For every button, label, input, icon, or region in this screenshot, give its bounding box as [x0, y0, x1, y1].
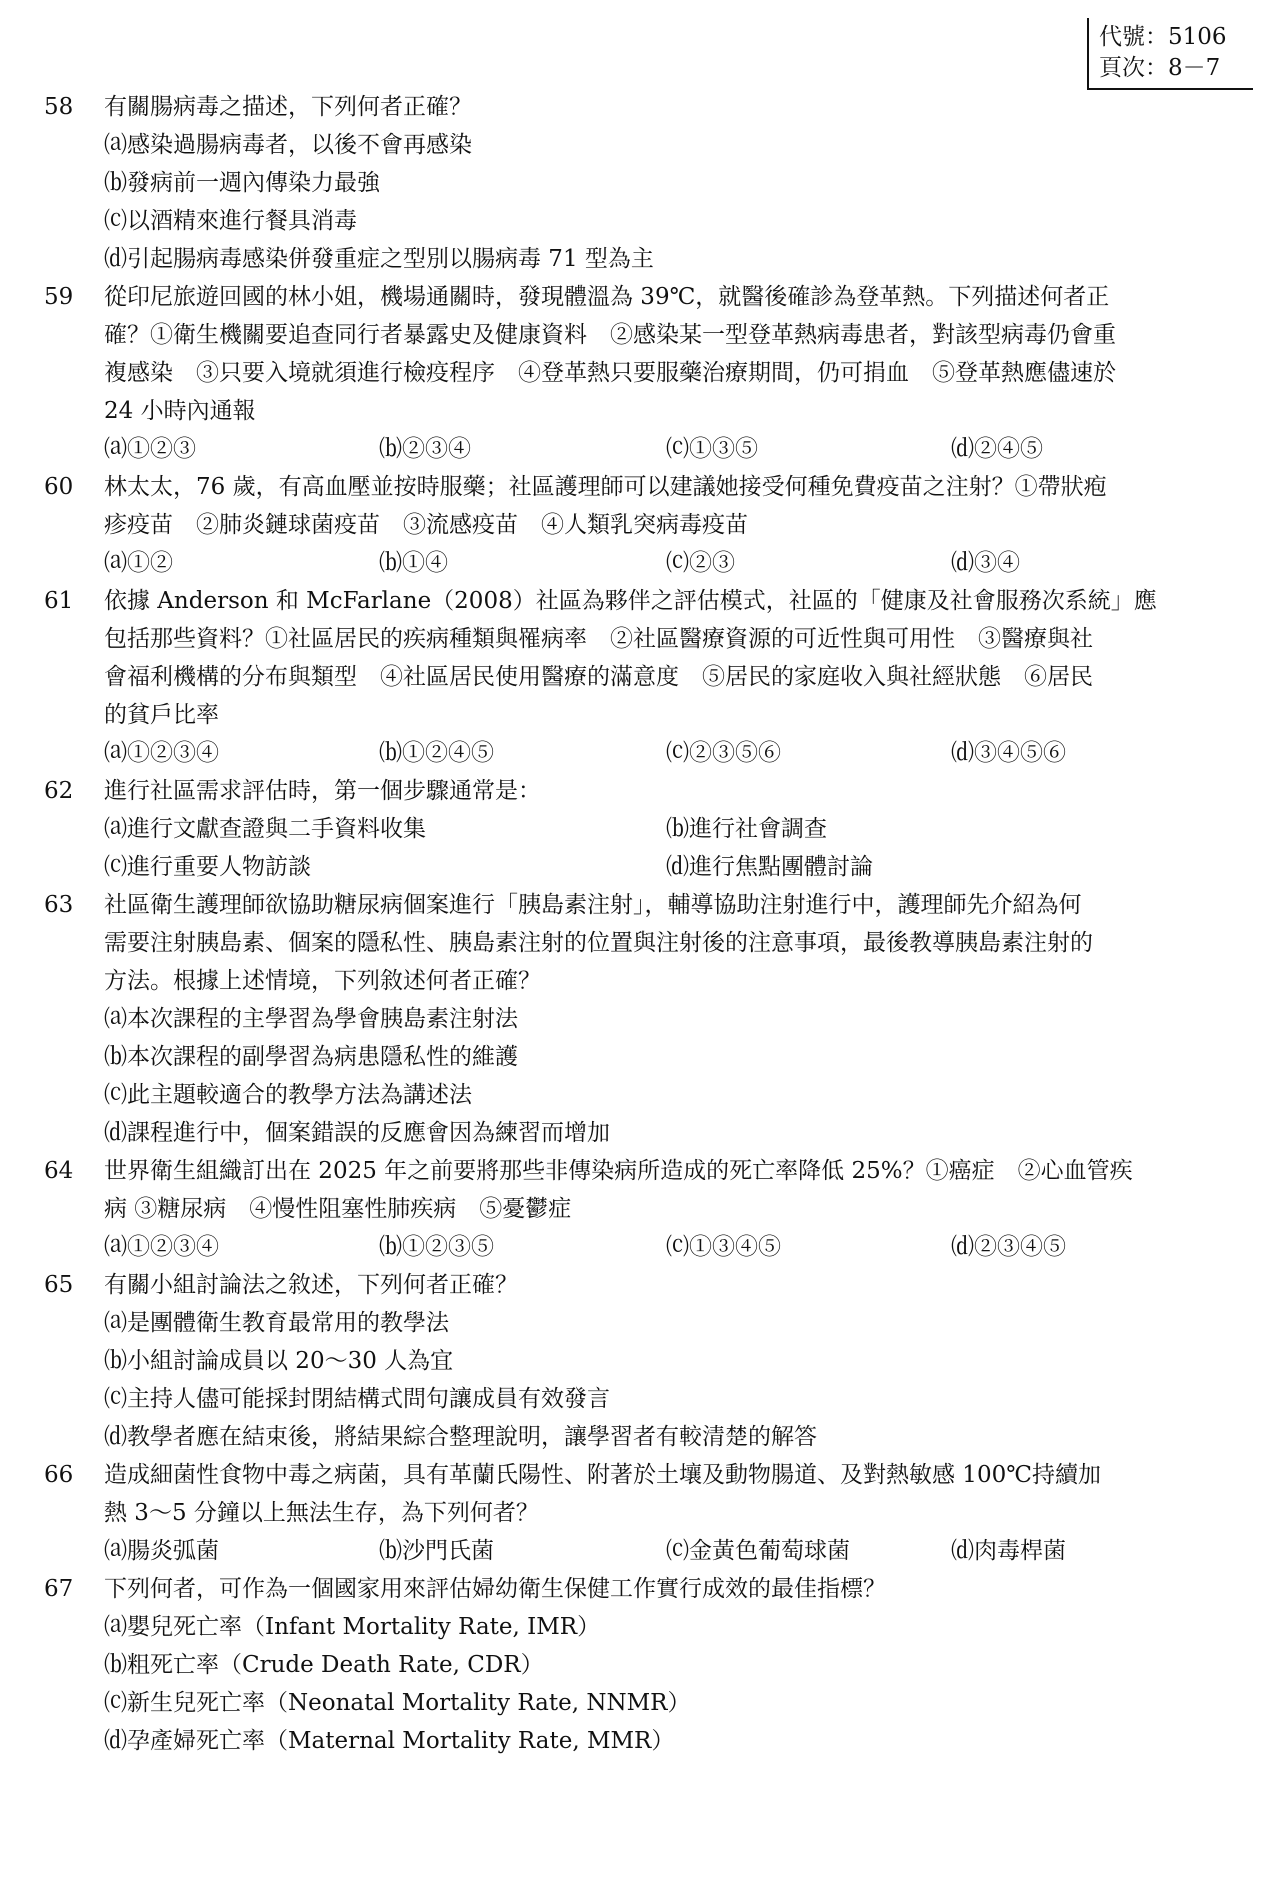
answer-option: ⒞以酒精來進行餐具消毒	[104, 208, 357, 234]
answer-option: ⒟③④	[951, 550, 1020, 576]
question-stem-text: 世界衛生組織訂出在 2025 年之前要將那些非傳染病所造成的死亡率降低 25%？①癌症 ②心血管疾	[104, 1158, 1133, 1184]
answer-option: ⒞新生兒死亡率（Neonatal Mortality Rate, NNMR）	[104, 1690, 691, 1716]
question-stem-text: 複感染 ③只要入境就須進行檢疫程序 ④登革熱只要服藥治療期間，仍可捐血 ⑤登革熱應儘速於	[104, 360, 1116, 386]
options-row	[44, 1380, 1244, 1418]
options-row	[44, 1342, 1244, 1380]
answer-option: ⒟肉毒桿菌	[951, 1538, 1066, 1564]
question-stem-text: 依據 Anderson 和 McFarlane（2008）社區為夥伴之評估模式，社區的「健康及社會服務次系統」應	[104, 588, 1157, 614]
question-63	[44, 886, 1244, 1152]
question-61	[44, 582, 1244, 772]
answer-option: ⒞此主題較適合的教學方法為講述法	[104, 1082, 472, 1108]
question-stem-line	[44, 1570, 1244, 1608]
question-stem-text: 會福利機構的分布與類型 ④社區居民使用醫療的滿意度 ⑤居民的家庭收入與社經狀態 ⑥居民	[104, 664, 1093, 690]
answer-option: ⒟進行焦點團體討論	[666, 854, 873, 880]
question-stem-line	[44, 316, 1244, 354]
question-stem-line	[44, 582, 1244, 620]
question-stem-line	[44, 696, 1244, 734]
options-row	[44, 126, 1244, 164]
question-stem-text: 進行社區需求評估時，第一個步驟通常是：	[104, 778, 541, 804]
question-stem-text: 有關小組討論法之敘述，下列何者正確？	[104, 1272, 518, 1298]
question-stem-text: 確？①衛生機關要追查同行者暴露史及健康資料 ②感染某一型登革熱病毒患者，對該型病毒仍會重	[104, 322, 1116, 348]
question-number: 59	[44, 284, 74, 310]
question-number: 67	[44, 1576, 74, 1602]
options-row	[44, 1608, 1244, 1646]
page-number: 頁次：8－7	[1099, 55, 1221, 81]
question-stem-text: 24 小時內通報	[104, 398, 256, 424]
question-stem-text: 的貧戶比率	[104, 702, 219, 728]
answer-option: ⒞金黃色葡萄球菌	[666, 1538, 850, 1564]
question-stem-line	[44, 392, 1244, 430]
question-stem-line	[44, 962, 1244, 1000]
answer-option: ⒝本次課程的副學習為病患隱私性的維護	[104, 1044, 518, 1070]
question-64	[44, 1152, 1244, 1266]
question-67	[44, 1570, 1244, 1760]
answer-option: ⒝小組討論成員以 20～30 人為宜	[104, 1348, 454, 1374]
options-row	[44, 544, 1244, 582]
question-stem-line	[44, 1494, 1244, 1532]
question-58	[44, 88, 1244, 278]
question-stem-line	[44, 354, 1244, 392]
answer-option: ⒟②③④⑤	[951, 1234, 1066, 1260]
answer-option: ⒝粗死亡率（Crude Death Rate, CDR）	[104, 1652, 544, 1678]
question-stem-line	[44, 1456, 1244, 1494]
question-stem-line	[44, 1190, 1244, 1228]
answer-option: ⒜是團體衛生教育最常用的教學法	[104, 1310, 449, 1336]
question-number: 64	[44, 1158, 74, 1184]
question-stem-text: 林太太，76 歲，有高血壓並按時服藥；社區護理師可以建議她接受何種免費疫苗之注射？①帶狀疱	[104, 474, 1107, 500]
question-stem-line	[44, 1152, 1244, 1190]
options-row	[44, 202, 1244, 240]
question-stem-line	[44, 278, 1244, 316]
answer-option: ⒜嬰兒死亡率（Infant Mortality Rate, IMR）	[104, 1614, 601, 1640]
answer-option: ⒜①②③	[104, 436, 196, 462]
answer-option: ⒝進行社會調查	[666, 816, 827, 842]
options-row	[44, 734, 1244, 772]
question-stem-line	[44, 1266, 1244, 1304]
answer-option: ⒝②③④	[379, 436, 471, 462]
question-number: 65	[44, 1272, 74, 1298]
question-stem-line	[44, 658, 1244, 696]
exam-code: 代號：5106	[1099, 24, 1227, 50]
question-stem-text: 需要注射胰島素、個案的隱私性、胰島素注射的位置與注射後的注意事項，最後教導胰島素注射的	[104, 930, 1093, 956]
options-row	[44, 1228, 1244, 1266]
answer-option: ⒞①③④⑤	[666, 1234, 781, 1260]
options-row	[44, 1304, 1244, 1342]
answer-option: ⒜①②	[104, 550, 173, 576]
question-59	[44, 278, 1244, 468]
question-stem-line	[44, 772, 1244, 810]
answer-option: ⒝①④	[379, 550, 448, 576]
question-stem-text: 有關腸病毒之描述，下列何者正確？	[104, 94, 472, 120]
question-stem-text: 社區衛生護理師欲協助糖尿病個案進行「胰島素注射」，輔導協助注射進行中，護理師先介紹為何	[104, 892, 1082, 918]
options-row	[44, 240, 1244, 278]
question-number: 62	[44, 778, 74, 804]
question-number: 58	[44, 94, 74, 120]
options-row	[44, 1646, 1244, 1684]
options-row	[44, 848, 1244, 886]
options-row	[44, 1114, 1244, 1152]
answer-option: ⒞②③	[666, 550, 735, 576]
question-stem-line	[44, 924, 1244, 962]
question-number: 61	[44, 588, 74, 614]
question-stem-text: 下列何者，可作為一個國家用來評估婦幼衛生保健工作實行成效的最佳指標？	[104, 1576, 886, 1602]
question-stem-text: 病 ③糖尿病 ④慢性阻塞性肺疾病 ⑤憂鬱症	[104, 1196, 572, 1222]
answer-option: ⒝沙門氏菌	[379, 1538, 494, 1564]
question-list	[44, 88, 1244, 1760]
question-stem-line	[44, 886, 1244, 924]
answer-option: ⒜腸炎弧菌	[104, 1538, 219, 1564]
answer-option: ⒝①②④⑤	[379, 740, 494, 766]
answer-option: ⒜①②③④	[104, 740, 219, 766]
question-stem-text: 熱 3～5 分鐘以上無法生存，為下列何者？	[104, 1500, 539, 1526]
answer-option: ⒝發病前一週內傳染力最強	[104, 170, 380, 196]
options-row	[44, 1684, 1244, 1722]
question-66	[44, 1456, 1244, 1570]
options-row	[44, 1000, 1244, 1038]
answer-option: ⒜感染過腸病毒者，以後不會再感染	[104, 132, 472, 158]
answer-option: ⒜①②③④	[104, 1234, 219, 1260]
options-row	[44, 1418, 1244, 1456]
answer-option: ⒞主持人儘可能採封閉結構式問句讓成員有效發言	[104, 1386, 610, 1412]
question-stem-text: 方法。根據上述情境，下列敘述何者正確？	[104, 968, 541, 994]
question-number: 60	[44, 474, 74, 500]
question-62	[44, 772, 1244, 886]
question-stem-line	[44, 506, 1244, 544]
options-row	[44, 1038, 1244, 1076]
question-65	[44, 1266, 1244, 1456]
answer-option: ⒟孕產婦死亡率（Maternal Mortality Rate, MMR）	[104, 1728, 675, 1754]
options-row	[44, 1076, 1244, 1114]
question-60	[44, 468, 1244, 582]
answer-option: ⒞②③⑤⑥	[666, 740, 781, 766]
exam-code-box	[1087, 18, 1253, 90]
answer-option: ⒜進行文獻查證與二手資料收集	[104, 816, 426, 842]
options-row	[44, 164, 1244, 202]
options-row	[44, 810, 1244, 848]
answer-option: ⒟課程進行中，個案錯誤的反應會因為練習而增加	[104, 1120, 610, 1146]
answer-option: ⒞進行重要人物訪談	[104, 854, 311, 880]
question-stem-line	[44, 88, 1244, 126]
question-number: 63	[44, 892, 74, 918]
options-row	[44, 1532, 1244, 1570]
options-row	[44, 1722, 1244, 1760]
answer-option: ⒝①②③⑤	[379, 1234, 494, 1260]
answer-option: ⒞①③⑤	[666, 436, 758, 462]
answer-option: ⒜本次課程的主學習為學會胰島素注射法	[104, 1006, 518, 1032]
question-stem-line	[44, 468, 1244, 506]
question-stem-line	[44, 620, 1244, 658]
question-number: 66	[44, 1462, 74, 1488]
question-stem-text: 造成細菌性食物中毒之病菌，具有革蘭氏陽性、附著於土壤及動物腸道、及對熱敏感 100℃持續加	[104, 1462, 1101, 1488]
answer-option: ⒟③④⑤⑥	[951, 740, 1066, 766]
question-stem-text: 從印尼旅遊回國的林小姐，機場通關時，發現體溫為 39℃，就醫後確診為登革熱。下列描述何者正	[104, 284, 1110, 310]
answer-option: ⒟引起腸病毒感染併發重症之型別以腸病毒 71 型為主	[104, 246, 654, 272]
options-row	[44, 430, 1244, 468]
answer-option: ⒟②④⑤	[951, 436, 1043, 462]
question-stem-text: 疹疫苗 ②肺炎鏈球菌疫苗 ③流感疫苗 ④人類乳突病毒疫苗	[104, 512, 748, 538]
answer-option: ⒟教學者應在結束後，將結果綜合整理說明，讓學習者有較清楚的解答	[104, 1424, 817, 1450]
question-stem-text: 包括那些資料？①社區居民的疾病種類與罹病率 ②社區醫療資源的可近性與可用性 ③醫療與社	[104, 626, 1093, 652]
